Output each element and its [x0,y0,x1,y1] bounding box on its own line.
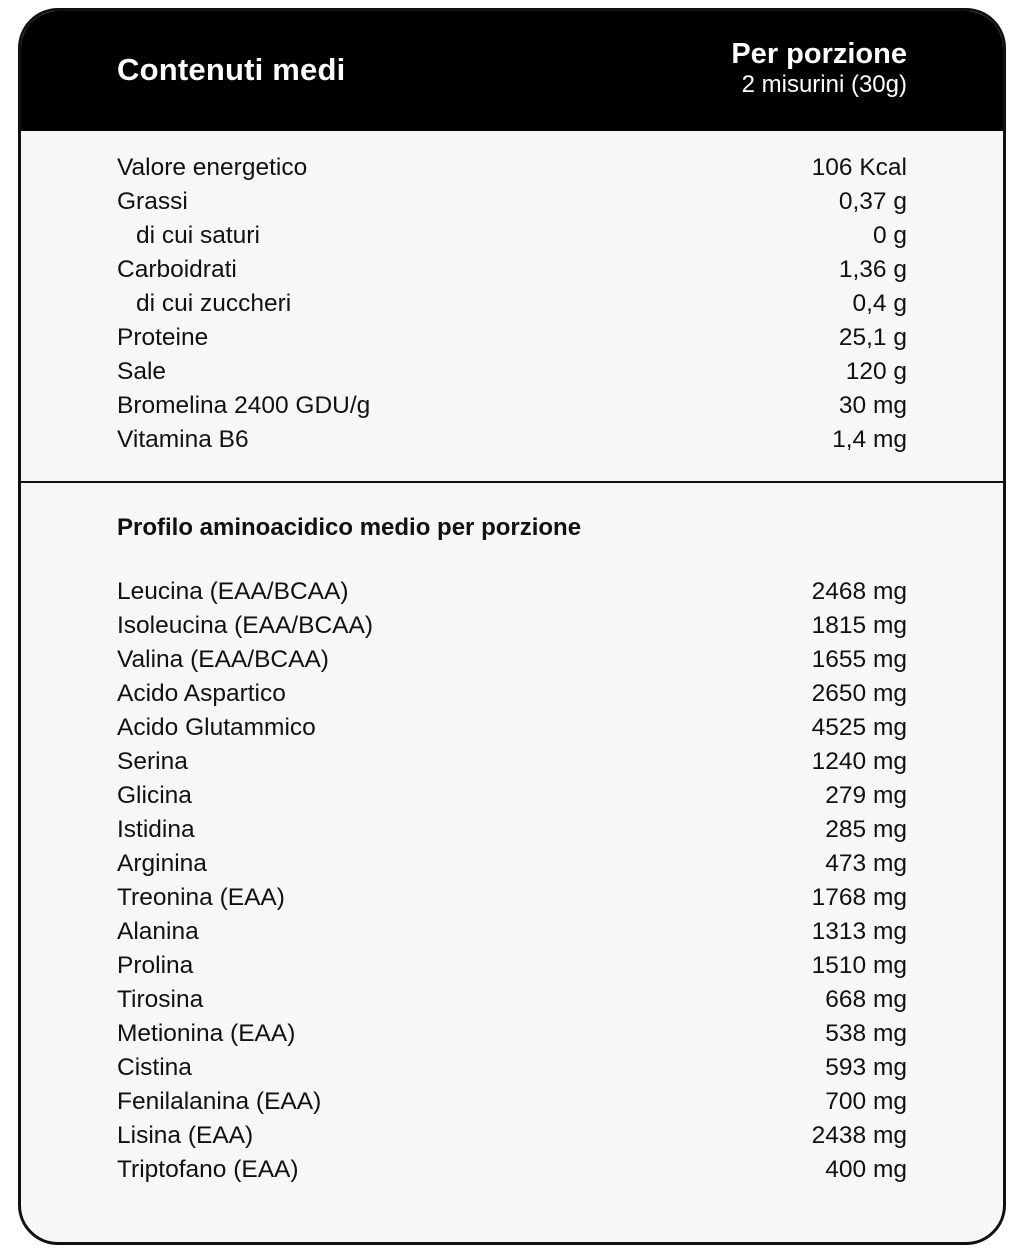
amino-row-label: Lisina (EAA) [117,1122,254,1149]
amino-row-value: 285 mg [825,816,907,843]
amino-row [117,609,907,643]
amino-section-title: Profilo aminoacidico medio per porzione [117,514,582,541]
amino-row-value: 1655 mg [811,646,907,673]
header-title: Contenuti medi [117,52,346,87]
nutrition-row-value: 106 Kcal [811,154,907,181]
nutrition-row-value: 0,37 g [838,188,907,215]
amino-row-value: 400 mg [825,1156,907,1183]
nutrition-row [117,423,907,457]
amino-row-value: 4525 mg [811,714,907,741]
nutrition-row [117,355,907,389]
amino-row-label: Tirosina [117,986,204,1013]
amino-row [117,1017,907,1051]
amino-row-value: 1768 mg [811,884,907,911]
amino-row-label: Alanina [117,918,199,945]
amino-row-label: Treonina (EAA) [117,884,285,911]
nutrition-row-label: Carboidrati [117,256,237,283]
amino-row [117,643,907,677]
amino-row [117,1153,907,1187]
amino-row-label: Cistina [117,1054,192,1081]
amino-row [117,847,907,881]
amino-row [117,881,907,915]
table-header [21,11,1003,131]
amino-row-label: Valina (EAA/BCAA) [117,646,329,673]
nutrition-row-value: 25,1 g [838,324,907,351]
amino-row-value: 1815 mg [811,612,907,639]
amino-row-label: Acido Glutammico [117,714,316,741]
amino-row-value: 2468 mg [811,578,907,605]
nutrition-row-value: 0 g [872,222,907,249]
section-divider [21,481,1003,483]
nutrition-list [117,151,907,457]
nutrition-row-label: Sale [117,358,167,385]
amino-row-label: Prolina [117,952,194,979]
amino-row-label: Triptofano (EAA) [117,1156,299,1183]
nutrition-facts-panel [18,8,1006,1245]
nutrition-row [117,185,907,219]
amino-row-value: 700 mg [825,1088,907,1115]
amino-row [117,677,907,711]
amino-row-label: Metionina (EAA) [117,1020,296,1047]
nutrition-row-label: Bromelina 2400 GDU/g [117,392,371,419]
nutrition-row-label: di cui saturi [136,222,260,249]
nutrition-row [117,389,907,423]
amino-row-label: Isoleucina (EAA/BCAA) [117,612,373,639]
amino-row [117,575,907,609]
nutrition-row-value: 1,4 mg [832,426,907,453]
nutrition-row-label: Valore energetico [117,154,308,181]
nutrition-row [117,151,907,185]
amino-row-value: 668 mg [825,986,907,1013]
nutrition-row [117,253,907,287]
nutrition-row [117,321,907,355]
amino-row-value: 473 mg [825,850,907,877]
nutrition-row [117,219,907,253]
nutrition-row-value: 0,4 g [852,290,907,317]
amino-row-label: Arginina [117,850,207,877]
amino-row-value: 1510 mg [811,952,907,979]
amino-row [117,779,907,813]
nutrition-row-value: 1,36 g [838,256,907,283]
nutrition-row-label: Grassi [117,188,188,215]
amino-row-value: 1313 mg [811,918,907,945]
nutrition-row-value: 120 g [845,358,907,385]
amino-row [117,1085,907,1119]
amino-row-label: Istidina [117,816,195,843]
amino-row [117,983,907,1017]
amino-row-value: 1240 mg [811,748,907,775]
amino-row-label: Serina [117,748,188,775]
amino-row [117,915,907,949]
nutrition-row-label: di cui zuccheri [136,290,292,317]
amino-row-value: 593 mg [825,1054,907,1081]
serving-column-header [731,37,907,99]
amino-row-value: 538 mg [825,1020,907,1047]
amino-row [117,711,907,745]
amino-list [117,575,907,1187]
amino-row-label: Glicina [117,782,192,809]
serving-size: 2 misurini (30g) [741,71,907,98]
amino-row [117,1051,907,1085]
amino-row [117,949,907,983]
serving-column-title: Per porzione [731,38,907,70]
amino-row-label: Leucina (EAA/BCAA) [117,578,349,605]
amino-row-value: 279 mg [825,782,907,809]
nutrition-row-value: 30 mg [838,392,907,419]
amino-row-value: 2650 mg [811,680,907,707]
amino-row [117,813,907,847]
amino-row-value: 2438 mg [811,1122,907,1149]
nutrition-row-label: Vitamina B6 [117,426,249,453]
amino-row-label: Fenilalanina (EAA) [117,1088,322,1115]
nutrition-row-label: Proteine [117,324,209,351]
amino-row [117,1119,907,1153]
amino-row-label: Acido Aspartico [117,680,286,707]
nutrition-row [117,287,907,321]
amino-row [117,745,907,779]
